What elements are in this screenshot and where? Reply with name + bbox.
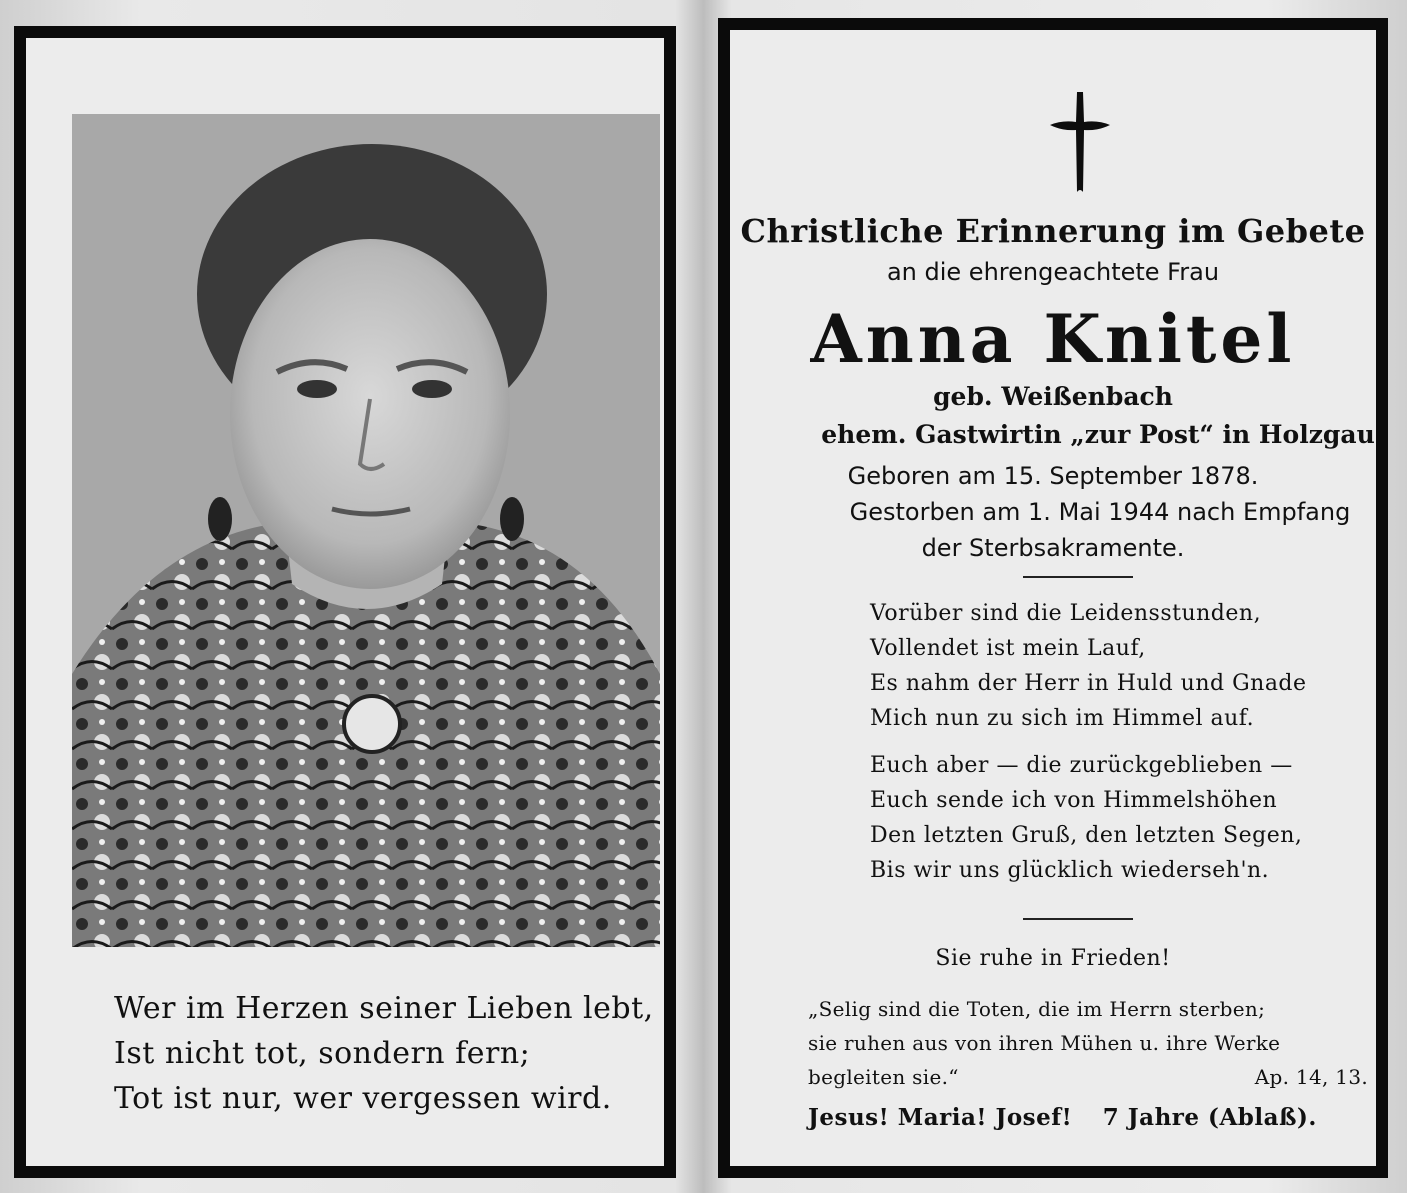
closing-prayer: Jesus! Maria! Josef! [808,1104,1073,1131]
left-card-panel [14,26,676,1178]
occupation: ehem. Gastwirtin „zur Post“ in Holzgau [821,420,1375,449]
death-date-continued: der Sterbsakramente. [921,534,1185,562]
scripture-line: sie ruhen aus von ihren Mühen u. ihre Werke [808,1031,1281,1055]
scripture-quote [808,992,1368,1094]
rest-in-peace: Sie ruhe in Frieden! [935,946,1171,971]
left-verse [114,986,674,1121]
poem-line: Den letzten Gruß, den letzten Segen, [870,823,1303,848]
indulgence-note: 7 Jahre (Ablaß). [1102,1104,1317,1131]
poem-stanza-1 [870,596,1307,736]
right-card-panel [718,18,1388,1178]
left-verse-line-2: Ist nicht tot, sondern fern; [114,1036,531,1071]
scripture-line: begleiten sie.“ [808,1065,959,1089]
left-verse-line-1: Wer im Herzen seiner Lieben lebt, [114,991,654,1026]
closing-line [808,1104,1368,1131]
poem-line: Euch sende ich von Himmelshöhen [870,788,1278,813]
poem-line: Vorüber sind die Leidensstunden, [870,601,1262,626]
poem-stanza-2 [870,748,1302,888]
divider [1023,918,1133,920]
poem-line: Es nahm der Herr in Huld und Gnade [870,671,1307,696]
poem-line: Vollendet ist mein Lauf, [870,636,1146,661]
poem-line: Bis wir uns glücklich wiederseh'n. [870,858,1270,883]
deceased-name: Anna Knitel [810,300,1296,378]
scripture-reference: Ap. 14, 13. [1254,1065,1368,1089]
cross-icon [1048,92,1112,192]
death-date: Gestorben am 1. Mai 1944 nach Empfang [849,498,1351,526]
memorial-heading: Christliche Erinnerung im Gebete [740,212,1366,250]
memorial-intro: an die ehrengeachtete Frau [886,258,1220,286]
birth-date: Geboren am 15. September 1878. [847,462,1259,490]
poem-line: Mich nun zu sich im Himmel auf. [870,706,1255,731]
portrait-illustration [72,114,660,947]
left-verse-line-3: Tot ist nur, wer vergessen wird. [114,1081,612,1116]
maiden-name: geb. Weißenbach [933,382,1173,411]
divider [1023,576,1133,578]
poem-line: Euch aber — die zurückgeblieben — [870,753,1293,778]
scripture-line: „Selig sind die Toten, die im Herrn sterben; [808,997,1266,1021]
portrait-photo [72,114,660,947]
